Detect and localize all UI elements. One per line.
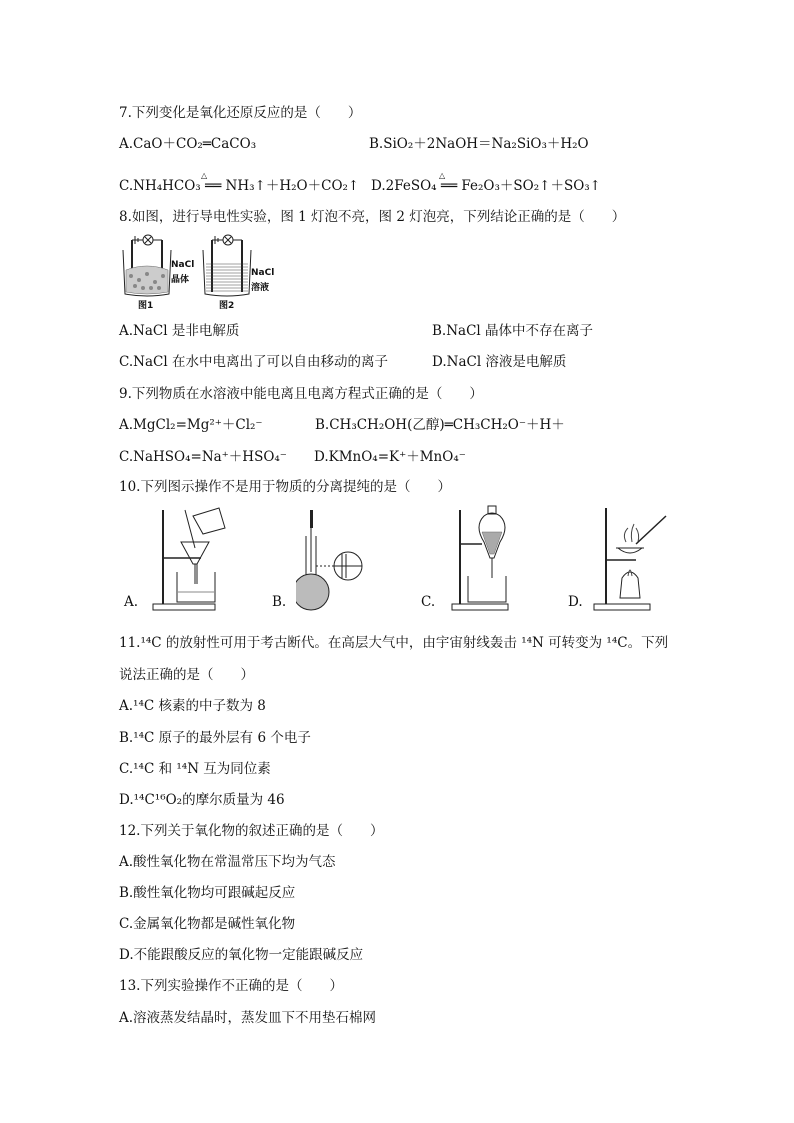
figure1-apparatus bbox=[123, 235, 171, 296]
q7-option-b: B.SiO₂＋2NaOH＝Na₂SiO₃＋H₂O bbox=[369, 136, 589, 152]
q7-option-d: D.2FeSO₄ ══ Fe₂O₃＋SO₂↑＋SO₃↑ bbox=[371, 178, 601, 194]
q7-option-a: A.CaO＋CO₂═CaCO₃ bbox=[119, 136, 257, 152]
separatory-funnel-apparatus bbox=[446, 502, 536, 614]
q7-stem: 7.下列变化是氧化还原反应的是（ ） bbox=[119, 105, 362, 121]
q11-option-c: C.¹⁴C 和 ¹⁴N 互为同位素 bbox=[119, 761, 271, 777]
q12-option-b: B.酸性氧化物均可跟碱起反应 bbox=[119, 885, 296, 901]
q12-option-c: C.金属氧化物都是碱性氧化物 bbox=[119, 916, 296, 932]
q9-option-b: B.CH₃CH₂OH(乙醇)═CH₃CH₂O⁻＋H＋ bbox=[315, 417, 565, 433]
q12-option-d: D.不能跟酸反应的氧化物一定能跟碱反应 bbox=[119, 947, 364, 963]
q11-stem-line2: 说法正确的是（ ） bbox=[119, 667, 254, 683]
figure2-label-nacl: NaCl bbox=[251, 268, 275, 278]
figure2-caption: 图2 bbox=[219, 301, 235, 311]
q8-option-b: B.NaCl 晶体中不存在离子 bbox=[432, 323, 594, 339]
q11-option-b: B.¹⁴C 原子的最外层有 6 个电子 bbox=[119, 730, 311, 746]
q12-option-a: A.酸性氧化物在常温常压下均为气态 bbox=[119, 854, 336, 870]
volumetric-flask-apparatus bbox=[296, 510, 386, 614]
filtration-apparatus bbox=[145, 502, 245, 614]
evaporation-apparatus bbox=[590, 506, 680, 614]
figure2-apparatus bbox=[203, 235, 251, 296]
q10-option-b: B. bbox=[272, 594, 287, 610]
q9-option-c: C.NaHSO₄=Na⁺＋HSO₄⁻ bbox=[119, 449, 287, 465]
figure2-label-solution: 溶液 bbox=[251, 283, 270, 293]
q11-option-d: D.¹⁴C¹⁶O₂的摩尔质量为 46 bbox=[119, 792, 285, 808]
q10-stem: 10.下列图示操作不是用于物质的分离提纯的是（ ） bbox=[119, 479, 451, 495]
figure1-label-crystal: 晶体 bbox=[171, 275, 190, 285]
figure1-label-nacl: NaCl bbox=[171, 260, 195, 270]
q7-option-c: C.NH₄HCO₃ ══ NH₃↑＋H₂O＋CO₂↑ bbox=[119, 178, 360, 194]
q9-stem: 9.下列物质在水溶液中能电离且电离方程式正确的是（ ） bbox=[119, 386, 483, 402]
q7-heat-symbol-c: △ bbox=[201, 171, 208, 180]
q8-option-a: A.NaCl 是非电解质 bbox=[119, 323, 240, 339]
q13-stem: 13.下列实验操作不正确的是（ ） bbox=[119, 978, 343, 994]
q10-option-a: A. bbox=[124, 594, 139, 610]
q8-option-d: D.NaCl 溶液是电解质 bbox=[432, 354, 567, 370]
figure1-caption: 图1 bbox=[138, 301, 154, 311]
q7-heat-symbol-d: △ bbox=[439, 171, 446, 180]
q8-option-c: C.NaCl 在水中电离出了可以自由移动的离子 bbox=[119, 354, 388, 370]
q11-stem-line1: 11.¹⁴C 的放射性可用于考古断代。在高层大气中，由宇宙射线轰击 ¹⁴N 可转变为 ¹⁴C。下列 bbox=[119, 635, 669, 651]
q13-option-a: A.溶液蒸发结晶时，蒸发皿下不用垫石棉网 bbox=[119, 1010, 377, 1026]
q11-option-a: A.¹⁴C 核素的中子数为 8 bbox=[119, 698, 266, 714]
q10-option-d: D. bbox=[568, 594, 583, 610]
q10-option-c: C. bbox=[421, 594, 436, 610]
q8-stem: 8.如图，进行导电性实验，图 1 灯泡不亮，图 2 灯泡亮，下列结论正确的是（ ） bbox=[119, 209, 626, 225]
q9-option-d: D.KMnO₄=K⁺＋MnO₄⁻ bbox=[314, 449, 466, 465]
q12-stem: 12.下列关于氧化物的叙述正确的是（ ） bbox=[119, 823, 384, 839]
q9-option-a: A.MgCl₂=Mg²⁺＋Cl₂⁻ bbox=[119, 417, 263, 433]
